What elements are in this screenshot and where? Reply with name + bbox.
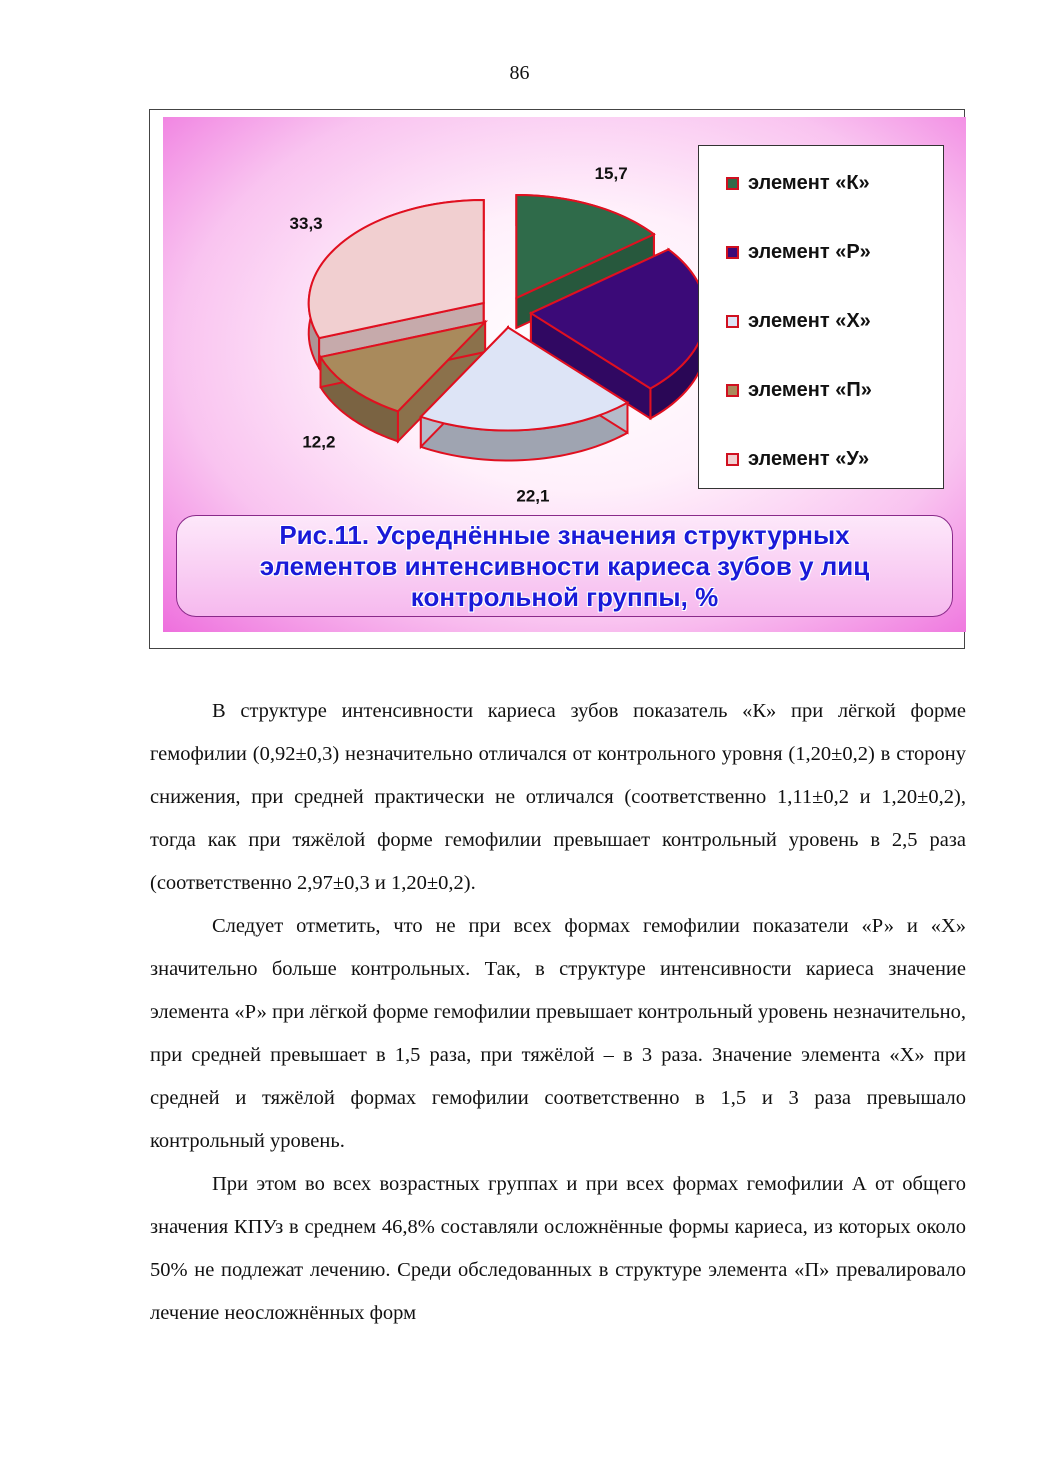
legend-item-u bbox=[726, 444, 869, 474]
data-label-0: 15,7 bbox=[594, 163, 628, 183]
data-label-3: 12,2 bbox=[302, 432, 336, 452]
paragraph-1: В структуре интенсивности кариеса зубов показатель «К» при лёгкой форме гемофилии (0,92±0,3) незначительно отличался от контрольного уровня (1,20±0,2) в сторону снижения, при средней практически не отличался (соответственно 1,11±0,2 и 1,20±0,2), тогда как при тяжёлой форме гемофилии превышает контрольный уровень в 2,5 раза (соответственно 2,97±0,3 и 1,20±0,2). bbox=[150, 700, 966, 894]
chart-legend bbox=[698, 145, 944, 489]
legend-item-p bbox=[726, 375, 872, 405]
legend-label-p: элемент «П» bbox=[748, 378, 872, 401]
paragraph-3: При этом во всех возрастных группах и при всех формах гемофилии А от общего значения КПУз в среднем 46,8% составляли осложнённые формы кариеса, из которых около 50% не подлежат лечению. Среди обследованных в структуре элемента «П» превалировало лечение неосложнённых форм bbox=[150, 1173, 966, 1324]
legend-item-r bbox=[726, 237, 871, 267]
caption-line-2: элементов интенсивности кариеса зубов у лиц bbox=[259, 550, 870, 581]
legend-swatch-p bbox=[726, 384, 739, 397]
figure bbox=[149, 109, 965, 649]
paragraph-2: Следует отметить, что не при всех формах гемофилии показатели «Р» и «Х» значительно больше контрольных. Так, в структуре интенсивности кариеса значение элемента «Р» при лёгкой форме гемофилии превышает контрольный уровень незначительно, при средней превышает в 1,5 раза, при тяжёлой – в 3 раза. Значение элемента «Х» при средней и тяжёлой формах гемофилии соответственно в 1,5 и 3 раза превышало контрольный уровень. bbox=[150, 915, 966, 1152]
figure-caption-box bbox=[176, 515, 953, 617]
legend-label-u: элемент «У» bbox=[748, 447, 870, 470]
body-text bbox=[150, 690, 966, 1335]
legend-swatch-u bbox=[726, 453, 739, 466]
caption-line-3: контрольной группы, % bbox=[410, 581, 719, 612]
chart-area bbox=[163, 117, 966, 632]
legend-label-x: элемент «Х» bbox=[748, 309, 871, 332]
legend-swatch-x bbox=[726, 315, 739, 328]
legend-item-x bbox=[726, 306, 871, 336]
data-label-2: 22,1 bbox=[516, 486, 550, 506]
page-number: 86 bbox=[509, 62, 530, 84]
legend-item-k bbox=[726, 168, 870, 198]
data-label-4: 33,3 bbox=[289, 214, 323, 234]
legend-label-r: элемент «Р» bbox=[748, 240, 871, 263]
figure-caption bbox=[260, 520, 870, 613]
legend-swatch-k bbox=[726, 177, 739, 190]
legend-swatch-r bbox=[726, 246, 739, 259]
caption-line-1: Рис.11. Усреднённые значения структурных bbox=[279, 519, 850, 550]
legend-label-k: элемент «К» bbox=[748, 171, 870, 194]
